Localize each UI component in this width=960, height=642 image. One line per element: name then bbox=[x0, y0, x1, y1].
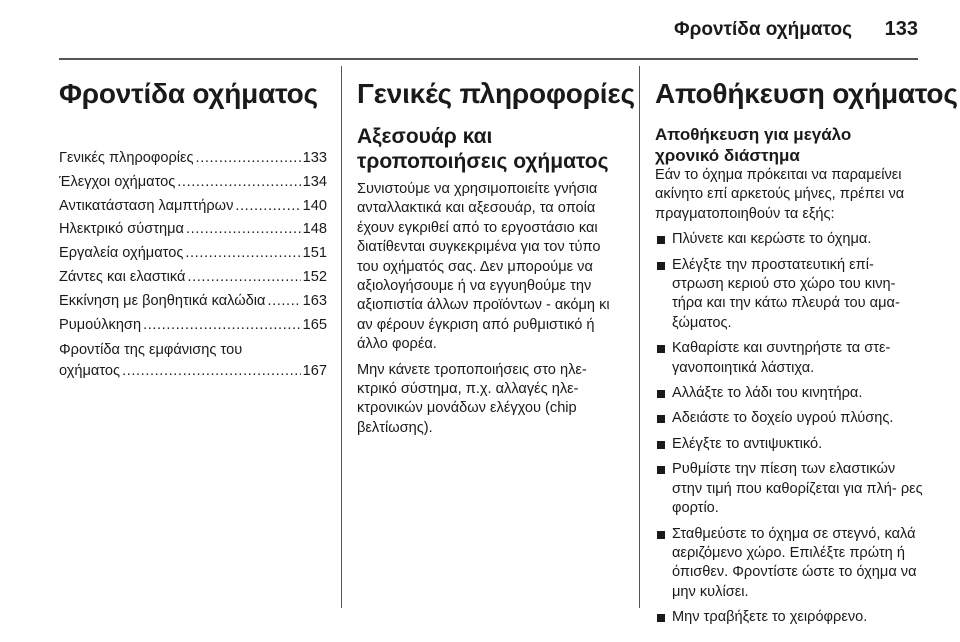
toc-entry-title: Ρυμούλκηση bbox=[59, 316, 142, 333]
bullet-square-icon bbox=[657, 531, 665, 539]
bullet-square-icon bbox=[657, 415, 665, 423]
subsection-title: Αποθήκευση για μεγάλο χρονικό διάστημα bbox=[655, 125, 852, 165]
bullet-square-icon bbox=[657, 262, 665, 270]
general-info-column bbox=[357, 66, 635, 444]
running-title: Φροντίδα οχήματος bbox=[674, 19, 852, 40]
toc-entry-page: 163 bbox=[302, 292, 327, 309]
toc-entry-page: 165 bbox=[302, 316, 327, 333]
chapter-title: Φροντίδα οχήματος bbox=[59, 78, 318, 109]
bullet-square-icon bbox=[657, 441, 665, 449]
column-divider bbox=[639, 66, 640, 608]
toc-leader-dots bbox=[143, 314, 301, 338]
list-item: Ελέγξτε την προστατευτική επί- στρωση κεριού στο χώρο του κινη- τήρα και την κάτω πλευρά του αμα- ξώματος. bbox=[655, 256, 925, 334]
toc-entry-title: Εκκίνηση με βοηθητικά καλώδια bbox=[59, 292, 266, 309]
page-number: 133 bbox=[884, 18, 918, 40]
list-item: Ελέγξτε το αντιψυκτικό. bbox=[655, 435, 925, 454]
toc-entry[interactable] bbox=[59, 147, 327, 171]
toc-entry-title: Εργαλεία οχήματος bbox=[59, 245, 184, 262]
toc-entry-title: Ζάντες και ελαστικά bbox=[59, 268, 186, 285]
toc-entry-page: 134 bbox=[302, 173, 327, 190]
section-title: Γενικές πληροφορίες bbox=[357, 78, 635, 109]
list-item: Καθαρίστε και συντηρήστε τα στε- γανοποιητικά λάστιχα. bbox=[655, 339, 925, 378]
toc-entry-page: 140 bbox=[302, 197, 327, 214]
contents-column bbox=[59, 66, 327, 382]
toc-leader-dots bbox=[186, 218, 301, 242]
table-of-contents bbox=[59, 147, 327, 382]
storage-checklist bbox=[655, 230, 925, 627]
list-item: Πλύνετε και κερώστε το όχημα. bbox=[655, 230, 925, 249]
toc-entry[interactable] bbox=[59, 340, 327, 382]
list-item: Αδειάστε το δοχείο υγρού πλύσης. bbox=[655, 409, 925, 428]
toc-entry[interactable] bbox=[59, 218, 327, 242]
toc-entry-title: Έλεγχοι οχήματος bbox=[59, 173, 176, 190]
bullet-square-icon bbox=[657, 345, 665, 353]
toc-leader-dots bbox=[185, 242, 300, 266]
paragraph: Συνιστούμε να χρησιμοποιείτε γνήσια ανταλλακτικά και αξεσουάρ, τα οποία έχουν εγκριθεί από το εργοστάσιο και διατίθενται συγκεκριμένα για τον τύπο του οχήματός σας. Δεν μπορούμε να αξιολογήσουμε ή να εγγυηθούμε την αξιοπιστία άλλων προϊόντων - ακόμη κι αν φέρουν έγκριση από ρυθμιστικό ή άλλο φορέα. bbox=[357, 181, 610, 353]
running-header bbox=[0, 0, 960, 60]
toc-entry-page: 151 bbox=[302, 245, 327, 262]
toc-entry[interactable] bbox=[59, 242, 327, 266]
toc-leader-dots bbox=[187, 266, 300, 290]
toc-entry-title: Γενικές πληροφορίες bbox=[59, 150, 194, 166]
toc-entry-page: 148 bbox=[302, 221, 327, 238]
toc-entry[interactable] bbox=[59, 195, 327, 219]
toc-entry[interactable] bbox=[59, 290, 327, 314]
toc-leader-dots bbox=[177, 171, 300, 195]
storage-column bbox=[655, 66, 958, 634]
paragraph: Εάν το όχημα πρόκειται να παραμείνει ακίνητο επί αρκετούς μήνες, πρέπει να πραγματοποιηθούν τα εξής: bbox=[655, 167, 905, 222]
bullet-square-icon bbox=[657, 614, 665, 622]
toc-leader-dots bbox=[196, 147, 301, 171]
section-title: Αποθήκευση οχήματος bbox=[655, 78, 958, 109]
toc-entry[interactable] bbox=[59, 314, 327, 338]
toc-leader-dots bbox=[122, 361, 301, 382]
toc-entry-title: Ηλεκτρικό σύστημα bbox=[59, 221, 184, 238]
column-divider bbox=[341, 66, 342, 608]
list-item: Αλλάξτε το λάδι του κινητήρα. bbox=[655, 384, 925, 403]
list-item: Σταθμεύστε το όχημα σε στεγνό, καλά αεριζόμενο χώρο. Επιλέξτε πρώτη ή όπισθεν. Φροντίστε ώστε το όχημα να μην κυλίσει. bbox=[655, 525, 925, 603]
toc-entry[interactable] bbox=[59, 171, 327, 195]
paragraph: Μην κάνετε τροποποιήσεις στο ηλε- κτρικό σύστημα, π.χ. αλλαγές ηλε- κτρονικών μονάδων ελέγχου (chip βελτίωσης). bbox=[357, 361, 587, 436]
bullet-square-icon bbox=[657, 466, 665, 474]
subsection-title: Αξεσουάρ και τροποποιήσεις οχήματος bbox=[357, 125, 609, 173]
toc-entry-page: 152 bbox=[302, 268, 327, 285]
toc-entry-title: Φροντίδα της εμφάνισης του bbox=[59, 342, 243, 359]
toc-entry-title-continued: οχήματος bbox=[59, 363, 121, 380]
toc-entry[interactable] bbox=[59, 266, 327, 290]
list-item: Ρυθμίστε την πίεση των ελαστικών στην τιμή που καθορίζεται για πλή- ρες φορτίο. bbox=[655, 460, 925, 518]
toc-leader-dots bbox=[267, 290, 300, 314]
header-divider bbox=[59, 58, 918, 60]
bullet-square-icon bbox=[657, 390, 665, 398]
toc-entry-title: Αντικατάσταση λαμπτήρων bbox=[59, 197, 234, 214]
toc-leader-dots bbox=[235, 195, 300, 219]
list-item: Μην τραβήξετε το χειρόφρενο. bbox=[655, 608, 925, 627]
bullet-square-icon bbox=[657, 236, 665, 244]
toc-entry-page: 167 bbox=[302, 363, 327, 380]
toc-entry-page: 133 bbox=[302, 150, 327, 166]
